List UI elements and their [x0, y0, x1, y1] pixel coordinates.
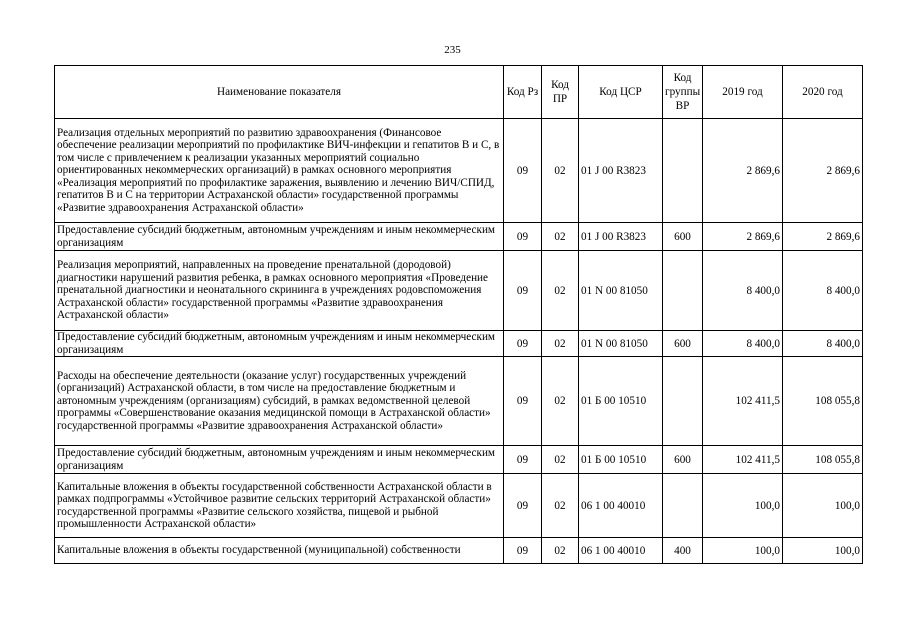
- row-rz: 09: [504, 119, 542, 223]
- row-rz: 09: [504, 357, 542, 446]
- row-csr: 01 N 00 81050: [579, 331, 663, 357]
- row-vr: [663, 119, 703, 223]
- row-vr: [663, 251, 703, 331]
- row-vr: 400: [663, 538, 703, 564]
- row-name: Капитальные вложения в объекты государственной собственности Астраханской области в рамках подпрограммы «Устойчивое развитие сельских территорий Астраханской области» государственной программы «Развитие сельского хозяйства, пищевой и рыбной промышленности Астраханской области»: [55, 474, 504, 538]
- row-2019: 2 869,6: [703, 119, 783, 223]
- row-pr: 02: [542, 538, 579, 564]
- row-pr: 02: [542, 251, 579, 331]
- row-vr: [663, 357, 703, 446]
- row-2020: 8 400,0: [783, 251, 863, 331]
- row-rz: 09: [504, 331, 542, 357]
- row-pr: 02: [542, 446, 579, 474]
- row-pr: 02: [542, 119, 579, 223]
- row-2020: 100,0: [783, 538, 863, 564]
- table-row: [55, 446, 863, 474]
- row-2019: 102 411,5: [703, 357, 783, 446]
- budget-table: [54, 65, 863, 564]
- page-number: 235: [444, 44, 461, 56]
- row-rz: 09: [504, 446, 542, 474]
- row-2020: 2 869,6: [783, 119, 863, 223]
- row-csr: 06 1 00 40010: [579, 538, 663, 564]
- row-rz: 09: [504, 538, 542, 564]
- row-2019: 2 869,6: [703, 223, 783, 251]
- row-csr: 01 J 00 R3823: [579, 119, 663, 223]
- header-2020: 2020 год: [783, 66, 863, 119]
- table-row: [55, 357, 863, 446]
- row-csr: 06 1 00 40010: [579, 474, 663, 538]
- row-rz: 09: [504, 474, 542, 538]
- row-2020: 100,0: [783, 474, 863, 538]
- row-2020: 108 055,8: [783, 357, 863, 446]
- table-row: [55, 251, 863, 331]
- row-name: Предоставление субсидий бюджетным, автономным учреждениям и иным некоммерческим организациям: [55, 446, 504, 474]
- row-name: Расходы на обеспечение деятельности (оказание услуг) государственных учреждений (организаций) Астраханской области, в том числе на предоставление бюджетным и автономным учреждениям (организациям) субсидий, в рамках ведомственной целевой программы «Совершенствование оказания медицинской помощи в Астраханской области» государственной программы «Развитие здравоохранения Астраханской области»: [55, 357, 504, 446]
- row-vr: 600: [663, 223, 703, 251]
- table-row: [55, 119, 863, 223]
- row-2020: 108 055,8: [783, 446, 863, 474]
- row-2020: 2 869,6: [783, 223, 863, 251]
- row-2020: 8 400,0: [783, 331, 863, 357]
- header-vr: Код группы ВР: [663, 66, 703, 119]
- row-2019: 8 400,0: [703, 251, 783, 331]
- table-header-row: [55, 66, 863, 119]
- row-csr: 01 Б 00 10510: [579, 446, 663, 474]
- header-pr: Код ПР: [542, 66, 579, 119]
- table-row: [55, 474, 863, 538]
- row-name: Предоставление субсидий бюджетным, автономным учреждениям и иным некоммерческим организациям: [55, 331, 504, 357]
- row-vr: 600: [663, 331, 703, 357]
- row-pr: 02: [542, 474, 579, 538]
- row-name: Реализация отдельных мероприятий по развитию здравоохранения (Финансовое обеспечение реализации мероприятий по профилактике ВИЧ-инфекции и гепатитов В и С, в том числе с привлечением к реализации указанных мероприятий социально ориентированных некоммерческих организаций) в рамках основного мероприятия «Реализация мероприятий по профилактике заражения, выявлению и лечению ВИЧ/СПИД, гепатитов В и С на территории Астраханской области» государственной программы «Развитие здравоохранения Астраханской области»: [55, 119, 504, 223]
- row-vr: [663, 474, 703, 538]
- table-row: [55, 223, 863, 251]
- table-row: [55, 331, 863, 357]
- row-2019: 100,0: [703, 474, 783, 538]
- row-2019: 8 400,0: [703, 331, 783, 357]
- row-name: Предоставление субсидий бюджетным, автономным учреждениям и иным некоммерческим организациям: [55, 223, 504, 251]
- header-2019: 2019 год: [703, 66, 783, 119]
- row-rz: 09: [504, 223, 542, 251]
- row-csr: 01 N 00 81050: [579, 251, 663, 331]
- header-name: Наименование показателя: [55, 66, 504, 119]
- row-pr: 02: [542, 331, 579, 357]
- row-pr: 02: [542, 357, 579, 446]
- table-row: [55, 538, 863, 564]
- row-csr: 01 Б 00 10510: [579, 357, 663, 446]
- row-name: Капитальные вложения в объекты государственной (муниципальной) собственности: [55, 538, 504, 564]
- row-csr: 01 J 00 R3823: [579, 223, 663, 251]
- row-name: Реализация мероприятий, направленных на проведение пренатальной (дородовой) диагностики нарушений развития ребенка, в рамках основного мероприятия «Проведение пренатальной диагностики и неонатального скрининга в учреждениях родовспоможения Астраханской области» государственной программы «Развитие здравоохранения Астраханской области»: [55, 251, 504, 331]
- row-2019: 102 411,5: [703, 446, 783, 474]
- row-vr: 600: [663, 446, 703, 474]
- row-2019: 100,0: [703, 538, 783, 564]
- row-pr: 02: [542, 223, 579, 251]
- header-csr: Код ЦСР: [579, 66, 663, 119]
- row-rz: 09: [504, 251, 542, 331]
- header-rz: Код Рз: [504, 66, 542, 119]
